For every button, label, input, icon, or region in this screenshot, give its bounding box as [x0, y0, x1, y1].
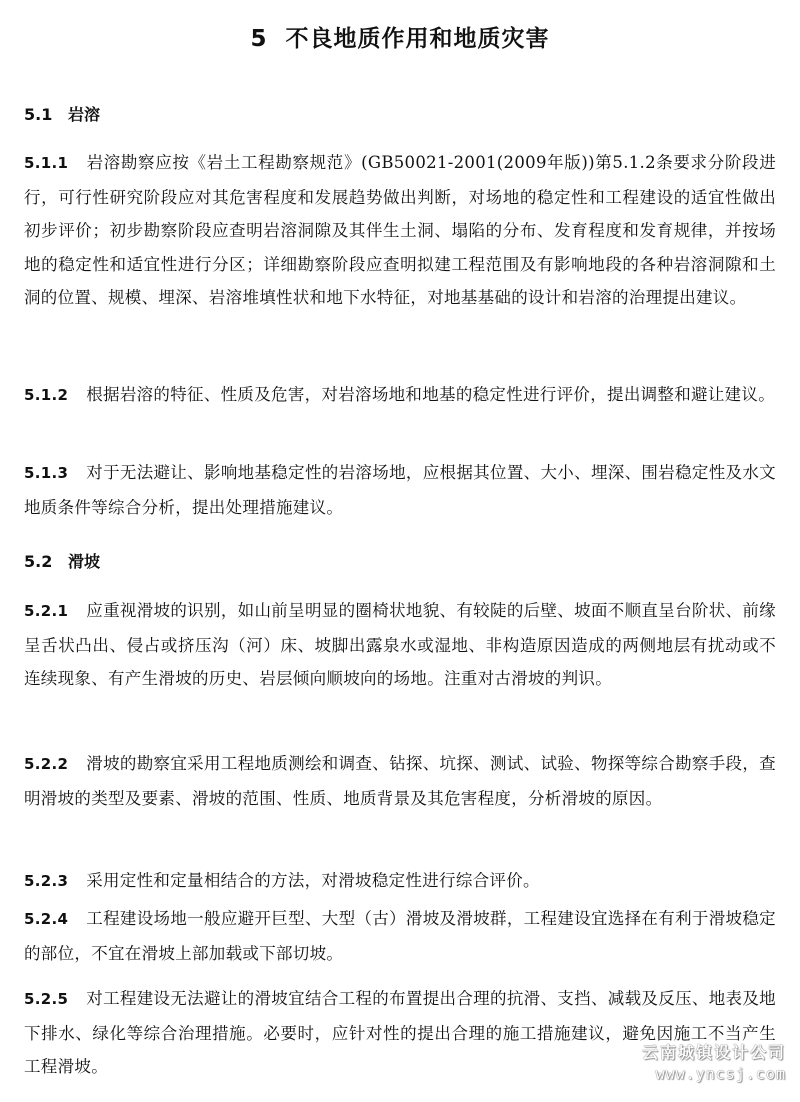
watermark-name: 云南城镇设计公司 — [641, 1043, 786, 1062]
chapter-title-text: 不良地质作用和地质灾害 — [285, 26, 550, 52]
clause-5-2-2 — [24, 747, 776, 815]
chapter-number: 5 — [250, 26, 268, 52]
clause-number: 5.1.1 — [24, 154, 69, 172]
clause-number: 5.2.5 — [24, 990, 69, 1008]
clause-5-1-3 — [24, 456, 776, 524]
clause-text: 对于无法避让、影响地基稳定性的岩溶场地，应根据其位置、大小、埋深、围岩稳定性及水文地质条件等综合分析，提出处理措施建议。 — [24, 463, 776, 517]
clause-number: 5.2.1 — [24, 602, 69, 620]
clause-text: 岩溶勘察应按《岩土工程勘察规范》(GB50021-2001(2009年版))第5.1.2条要求分阶段进行，可行性研究阶段应对其危害程度和发展趋势做出判断，对场地的稳定性和工程建设的适宜性做出初步评价；初步勘察阶段应查明岩溶洞隙及其伴生土洞、塌陷的分布、发育程度和发育规律，并按场地的稳定性和适宜性进行分区；详细勘察阶段应查明拟建工程范围及有影响地段的各种岩溶洞隙和土洞的位置、规模、埋深、岩溶堆填性状和地下水特征，对地基基础的设计和岩溶的治理提出建议。 — [24, 153, 776, 308]
clause-5-2-3 — [24, 864, 776, 899]
watermark-url: www.yncsj.com — [655, 1065, 786, 1083]
section-number: 5.2 — [24, 552, 53, 571]
chapter-title — [0, 22, 800, 56]
clause-number: 5.1.2 — [24, 386, 69, 404]
clause-text: 采用定性和定量相结合的方法，对滑坡稳定性进行综合评价。 — [86, 871, 540, 890]
section-heading-5-1 — [24, 103, 100, 127]
clause-5-2-4 — [24, 902, 776, 970]
clause-5-1-1 — [24, 146, 776, 315]
section-number: 5.1 — [24, 105, 53, 124]
clause-text: 根据岩溶的特征、性质及危害，对岩溶场地和地基的稳定性进行评价，提出调整和避让建议。 — [86, 385, 776, 404]
section-title: 岩溶 — [68, 105, 101, 124]
clause-number: 5.2.3 — [24, 872, 69, 890]
clause-number: 5.2.2 — [24, 755, 69, 773]
section-title: 滑坡 — [68, 552, 101, 571]
section-heading-5-2 — [24, 550, 100, 574]
clause-5-1-2 — [24, 378, 776, 413]
watermark — [586, 1042, 786, 1084]
clause-text: 对工程建设无法避让的滑坡宜结合工程的布置提出合理的抗滑、支挡、减载及反压、地表及地下排水、绿化等综合治理措施。必要时，应针对性的提出合理的施工措施建议，避免因施工不当产生工程滑坡。 — [24, 989, 776, 1077]
clause-5-2-1 — [24, 594, 776, 696]
clause-text: 应重视滑坡的识别，如山前呈明显的圈椅状地貌、有较陡的后壁、坡面不顺直呈台阶状、前缘呈舌状凸出、侵占或挤压沟（河）床、坡脚出露泉水或湿地、非构造原因造成的两侧地层有扰动或不连续现象、有产生滑坡的历史、岩层倾向顺坡向的场地。注重对古滑坡的判识。 — [24, 601, 776, 689]
clause-text: 滑坡的勘察宜采用工程地质测绘和调查、钻探、坑探、测试、试验、物探等综合勘察手段，查明滑坡的类型及要素、滑坡的范围、性质、地质背景及其危害程度，分析滑坡的原因。 — [24, 754, 776, 808]
clause-number: 5.2.4 — [24, 910, 69, 928]
clause-text: 工程建设场地一般应避开巨型、大型（古）滑坡及滑坡群，工程建设宜选择在有利于滑坡稳定的部位，不宜在滑坡上部加载或下部切坡。 — [24, 909, 776, 963]
clause-number: 5.1.3 — [24, 464, 69, 482]
